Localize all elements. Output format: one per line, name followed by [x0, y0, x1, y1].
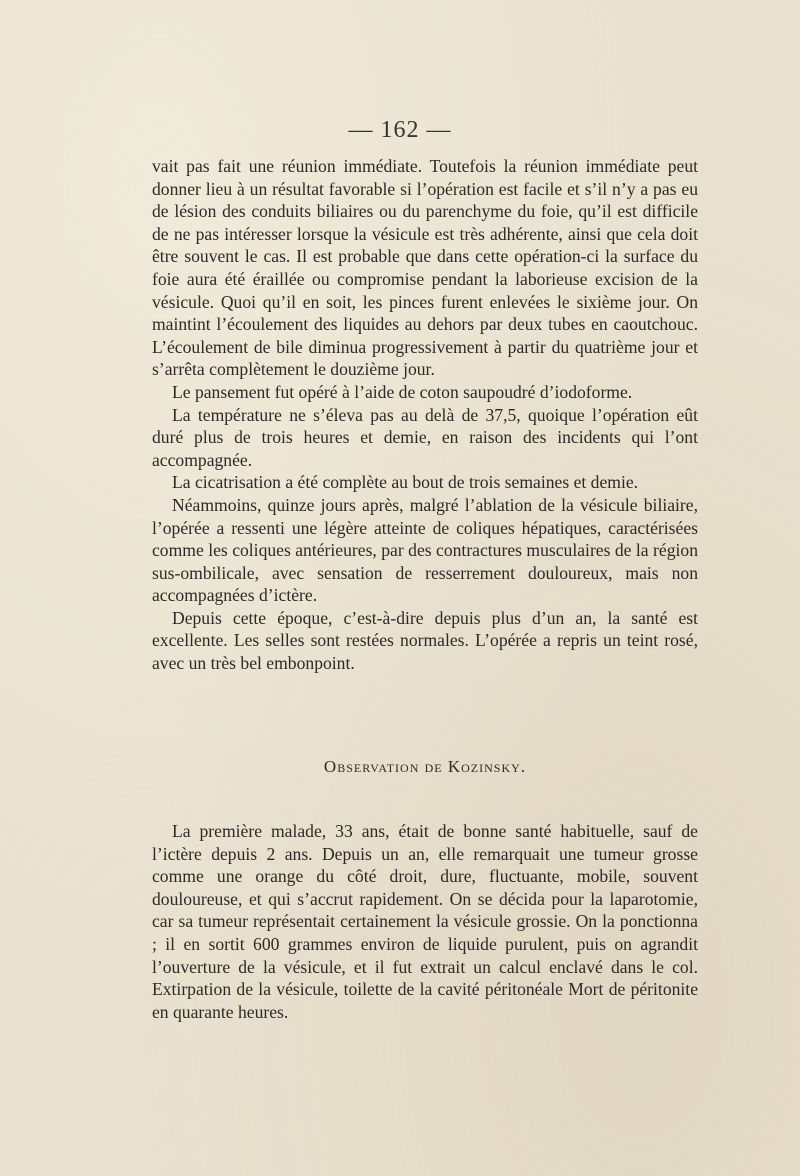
body-text-top	[152, 155, 698, 675]
paragraph: La température ne s’éleva pas au delà de 37,5, quoique l’opération eût duré plus de trois heures et demie, en raison des incidents qui l’ont accompagnée.	[152, 404, 698, 470]
section-heading: Observation de Kozinsky.	[323, 757, 527, 776]
paragraph: La cicatrisation a été complète au bout de trois semaines et demie.	[172, 472, 639, 493]
paragraph: vait pas fait une réunion immédiate. Toutefois la réunion immédiate peut donner lieu à un résultat favorable si l’opération est facile et s’il n’y a pas eu de lésion des conduits biliaires ou du parenchyme du foie, qu’il est difficile de ne pas intéresser lorsque la vésicule est très adhérente, ainsi que cela doit être souvent le cas. Il est probable que dans cette opération-ci la surface du foie aura été éraillée ou compromise pendant la laborieuse excision de la vésicule. Quoi qu’il en soit, les pinces furent enlevées le sixième jour. On maintint l’écoulement des liquides au dehors par deux tubes en caoutchouc. L’écoulement de bile diminua progressivement à partir du quatrième jour et s’arrêta complètement le douzième jour.	[152, 156, 698, 380]
paragraph: Néammoins, quinze jours après, malgré l’ablation de la vésicule biliaire, l’opérée a ressenti une légère atteinte de coliques hépatiques, caractérisées comme les coliques antérieures, par des contractures musculaires de la région sus-ombilicale, avec sensation de resserrement douloureux, mais non accompagnées d’ictère.	[152, 494, 698, 606]
paragraph: Le pansement fut opéré à l’aide de coton saupoudré d’iodoforme.	[172, 381, 633, 402]
page-number: — 162 —	[348, 117, 452, 143]
paragraph: La première malade, 33 ans, était de bonne santé habituelle, sauf de l’ictère depuis 2 ans. Depuis un an, elle remarquait une tumeur grosse comme une orange du côté droit, dure, fluctuante, mobile, souvent douloureuse, et qui s’accrut rapidement. On se décida pour la laparotomie, car sa tumeur représentait certainement la vésicule grossie. On la ponctionna ; il en sortit 600 grammes environ de liquide purulent, puis on agrandit l’ouverture de la vésicule, et il fut extrait un calcul enclavé dans le col. Extirpation de la vésicule, toilette de la cavité péritonéale Mort de péritonite en quarante heures.	[152, 821, 698, 1022]
body-text-bottom	[152, 820, 698, 1023]
paragraph: Depuis cette époque, c’est-à-dire depuis plus d’un an, la santé est excellente. Les selles sont restées normales. L’opérée a repris un teint rosé, avec un très bel embonpoint.	[152, 607, 698, 674]
